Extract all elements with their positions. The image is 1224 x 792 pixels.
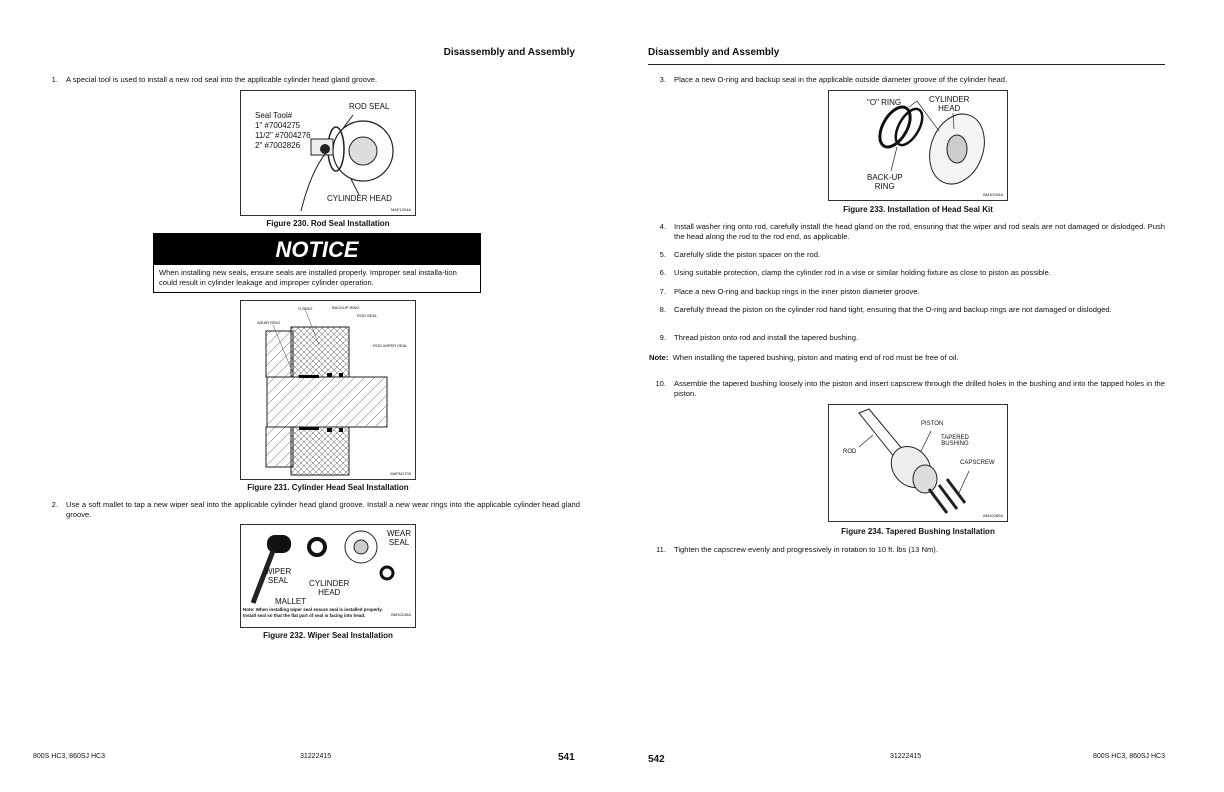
step-number: 11. — [656, 545, 666, 554]
figure-234-image — [828, 404, 1008, 522]
figure-233-image — [828, 90, 1008, 201]
figure-234-caption: Figure 234. Tapered Bushing Installation — [841, 527, 995, 536]
step-text: Carefully slide the piston spacer on the rod. — [674, 250, 821, 259]
figure-code: MAFM1700 — [390, 471, 411, 476]
step-11 — [648, 545, 1165, 555]
step-number: 5. — [659, 250, 666, 259]
step-7 — [648, 287, 1165, 297]
figure-code: MAF1204A — [390, 207, 411, 212]
figure-label: 2" #7002826 — [255, 141, 301, 150]
step-6 — [648, 268, 1165, 278]
figure-231-caption: Figure 231. Cylinder Head Seal Installation — [247, 483, 409, 492]
figure-232-caption: Figure 232. Wiper Seal Installation — [263, 631, 393, 640]
step-text: Tighten the capscrew evenly and progressively in rotation to 10 ft. lbs (13 Nm). — [674, 545, 938, 554]
step-text: A special tool is used to install a new rod seal into the applicable cylinder head gland groove. — [66, 75, 378, 84]
figure-label: ROD WIPER SEAL — [373, 343, 408, 348]
figure-label — [387, 529, 411, 547]
figure-code: BM10280A — [983, 513, 1003, 518]
figure-label — [867, 173, 903, 191]
cylinder-head-section-illustration — [241, 301, 417, 481]
step-text: Carefully thread the piston on the cylinder rod hand tight, ensuring that the O-ring and backup rings are not damaged or dislodged. — [674, 305, 1112, 314]
step-4 — [648, 222, 1165, 242]
step-10 — [648, 379, 1165, 399]
note — [649, 353, 1166, 362]
figure-label: CYLINDER HEAD — [327, 194, 392, 203]
step-number: 7. — [659, 287, 666, 296]
figure-label: ROD SEAL — [349, 102, 390, 111]
step-text: Place a new O-ring and backup seal in the applicable outside diameter groove of the cylinder head. — [674, 75, 1008, 84]
figure-code: BM10294A — [983, 192, 1003, 197]
step-3 — [648, 75, 1165, 85]
label-line: CYLINDER — [929, 95, 970, 104]
label-line: WEAR — [387, 529, 411, 538]
footer-doc-number: 31222415 — [300, 753, 332, 760]
figure-230-image — [240, 90, 416, 216]
page-header-left: Disassembly and Assembly — [443, 47, 575, 58]
figure-233-caption: Figure 233. Installation of Head Seal Kit — [843, 205, 993, 214]
figure-label: "O" RING — [867, 98, 902, 107]
figure-label: ROD SEAL — [357, 313, 378, 318]
step-number: 6. — [659, 268, 666, 277]
header-rule — [648, 64, 1165, 65]
step-2 — [40, 500, 580, 520]
figure-label — [265, 567, 291, 585]
notice-text: When installing new seals, ensure seals are installed properly. Improper seal installa-tion could result in cylinder leakage and improper cylinder operation. — [159, 268, 457, 287]
figure-label — [941, 435, 969, 447]
label-line: RING — [874, 182, 895, 191]
figure-note: Note: When installing wiper seal ensure seal is installed properly. Install seal so that the flat part of seal is facing into head. — [243, 607, 383, 618]
figure-label: Seal Tool# — [255, 111, 293, 120]
figure-label — [309, 579, 349, 597]
note-text: When installing the tapered bushing, piston and mating end of rod must be free of oil. — [672, 353, 959, 362]
figure-231-image — [240, 300, 416, 480]
step-text: Using suitable protection, clamp the cylinder rod in a vise or similar holding fixture as close to piston as possible. — [674, 268, 1051, 277]
step-number: 4. — [659, 222, 666, 231]
step-number: 8. — [659, 305, 666, 314]
figure-label: PISTON — [921, 421, 944, 427]
step-text: Place a new O-ring and backup rings in the inner piston diameter groove. — [674, 287, 920, 296]
step-text: Use a soft mallet to tap a new wiper seal into the applicable cylinder head gland groove. Install a new wear rings into the applicable cylinder head gland groove. — [66, 500, 580, 519]
figure-label: WEAR RING — [257, 320, 281, 325]
label-line: BACK-UP — [867, 173, 903, 182]
figure-label — [929, 95, 969, 113]
step-text: Install washer ring onto rod, carefully install the head gland on the rod, ensuring that the wiper and rod seals are not damaged or dislodged. Push the head along the rod to the rod end, as applicable. — [674, 222, 1165, 241]
notice-title: NOTICE — [154, 234, 480, 265]
label-line: WIPER — [265, 567, 292, 576]
label-line: CYLINDER — [309, 579, 350, 588]
page-header-right: Disassembly and Assembly — [648, 47, 780, 58]
step-number: 1. — [51, 75, 58, 84]
notice-box — [153, 233, 481, 293]
step-number: 10. — [655, 379, 666, 388]
step-text: Assemble the tapered bushing loosely into the piston and insert capscrew through the drilled holes in the bushing and into the tapped holes in the piston. — [674, 379, 1165, 398]
figure-label: 1" #7004275 — [255, 121, 301, 130]
figure-232-image — [240, 524, 416, 628]
step-5 — [648, 250, 1165, 260]
figure-code: BM10245A — [391, 612, 411, 617]
page-number: 541 — [558, 752, 575, 763]
figure-label: BACKUP RING — [332, 305, 360, 310]
note-label: Note: — [649, 353, 669, 362]
figure-label: O-RING — [298, 306, 313, 311]
step-number: 9. — [659, 333, 666, 342]
figure-label: MALLET — [275, 597, 307, 606]
footer-model: 800S HC3, 860SJ HC3 — [1093, 753, 1165, 760]
figure-230-caption: Figure 230. Rod Seal Installation — [266, 219, 390, 228]
figure-label: CAPSCREW — [960, 460, 995, 466]
step-9 — [648, 333, 1165, 343]
label-line: TAPERED — [941, 435, 969, 441]
label-line: SEAL — [388, 538, 410, 547]
step-number: 2. — [51, 500, 58, 509]
figure-label: 11/2" #7004276 — [255, 131, 311, 140]
step-number: 3. — [659, 75, 666, 84]
label-line: HEAD — [938, 104, 961, 113]
step-1 — [40, 75, 580, 85]
label-line: BUSHING — [941, 441, 969, 447]
step-text: Thread piston onto rod and install the tapered bushing. — [674, 333, 859, 342]
figure-label: ROD — [843, 449, 857, 455]
label-line: SEAL — [267, 576, 289, 585]
label-line: HEAD — [318, 588, 341, 597]
footer-doc-number: 31222415 — [890, 753, 922, 760]
page-number: 542 — [648, 754, 665, 765]
step-8 — [648, 305, 1165, 315]
footer-model: 800S HC3, 860SJ HC3 — [33, 753, 105, 760]
head-seal-kit-illustration — [829, 91, 1009, 202]
